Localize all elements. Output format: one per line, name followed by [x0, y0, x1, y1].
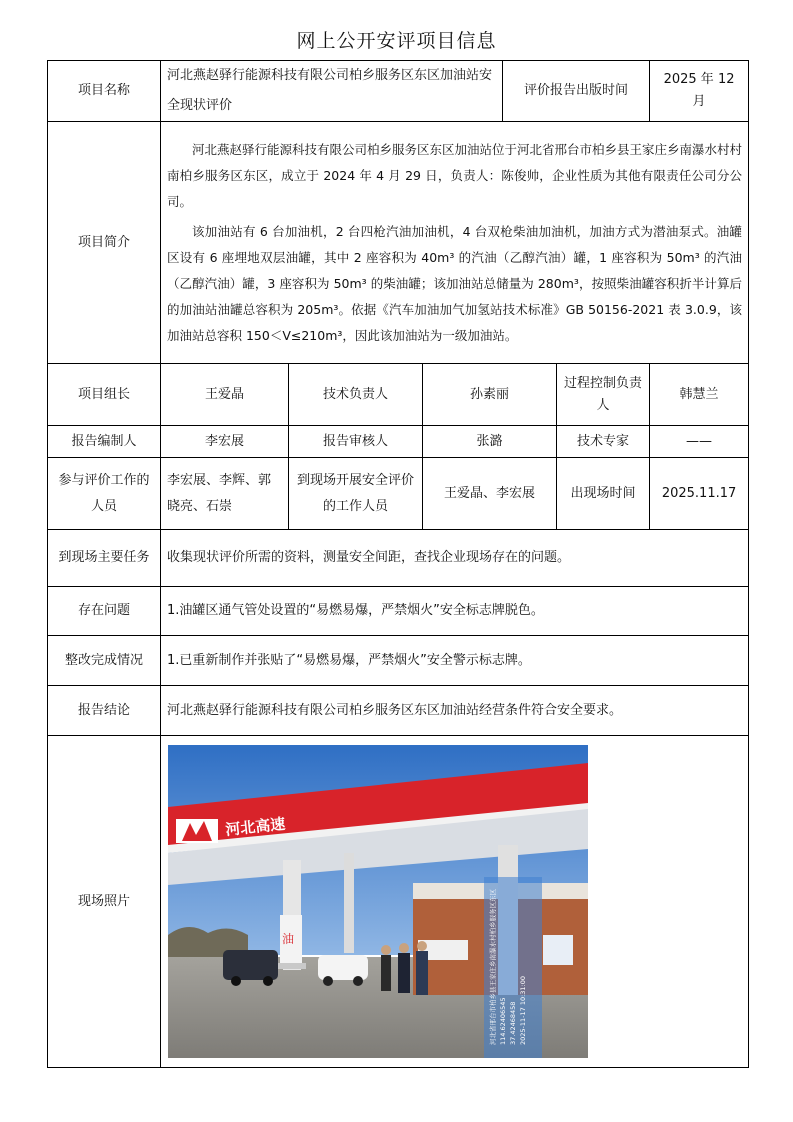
person-2 — [398, 953, 410, 993]
task-label: 到现场主要任务 — [48, 530, 161, 587]
project-intro-text — [161, 122, 749, 364]
editor-label: 报告编制人 — [48, 426, 161, 458]
row-project-name — [48, 61, 749, 122]
conclusion-label: 报告结论 — [48, 686, 161, 736]
project-intro-label: 项目简介 — [48, 122, 161, 364]
editor-value: 李宏展 — [161, 426, 289, 458]
reviewer-value: 张潞 — [423, 426, 557, 458]
report-date-value: 2025 年 12 月 — [650, 61, 749, 122]
site-photo-illustration — [168, 745, 588, 1058]
row-report — [48, 426, 749, 458]
row-photo — [48, 736, 749, 1068]
onsite-time-value: 2025.11.17 — [650, 458, 749, 530]
car-dark-wheel-2 — [263, 976, 273, 986]
watermark-line-2: 114.62406545 — [499, 997, 507, 1045]
participants-label: 参与评价工作的人员 — [48, 458, 161, 530]
task-value: 收集现状评价所需的资料，测量安全间距，查找企业现场存在的问题。 — [161, 530, 749, 587]
onsite-time-label: 出现场时间 — [557, 458, 650, 530]
reviewer-label: 报告审核人 — [289, 426, 423, 458]
fuel-pump-sign: 油 — [282, 932, 295, 946]
issue-value: 1.油罐区通气管处设置的“易燃易爆，严禁烟火”安全标志牌脱色。 — [161, 587, 749, 636]
row-issue — [48, 587, 749, 636]
expert-label: 技术专家 — [557, 426, 650, 458]
person-1 — [381, 955, 391, 991]
canopy-column-2 — [344, 853, 354, 953]
canopy-sign-text: 河北高速 — [224, 814, 287, 839]
onsite-staff-label: 到现场开展安全评价的工作人员 — [289, 458, 423, 530]
photo-label: 现场照片 — [48, 736, 161, 1068]
leader-label: 项目组长 — [48, 364, 161, 426]
row-conclusion — [48, 686, 749, 736]
building-window — [543, 935, 573, 965]
issue-label: 存在问题 — [48, 587, 161, 636]
car-white-wheel-1 — [323, 976, 333, 986]
car-white — [318, 955, 368, 980]
row-team — [48, 364, 749, 426]
page-title: 网上公开安评项目信息 — [296, 30, 497, 52]
expert-value: —— — [650, 426, 749, 458]
person-2-head — [399, 943, 409, 953]
watermark-line-3: 37.42468458 — [509, 1001, 517, 1045]
pump-island — [278, 963, 306, 969]
intro-paragraph-1: 河北燕赵驿行能源科技有限公司柏乡服务区东区加油站位于河北省邢台市柏乡县王家庄乡南瀑水村村南柏乡服务区东区，成立于 2024 年 4 月 29 日，负责人：陈俊帅，企业性质为其他有限责任公司分公司。 — [167, 141, 743, 209]
project-name-value: 河北燕赵驿行能源科技有限公司柏乡服务区东区加油站安全现状评价 — [161, 61, 503, 122]
watermark-line-1: 河北省邢台市柏乡县王家庄乡南瀑水村柏乡服务区东区 — [489, 889, 497, 1045]
car-white-wheel-2 — [353, 976, 363, 986]
row-staff — [48, 458, 749, 530]
car-dark — [223, 950, 278, 980]
project-name-label: 项目名称 — [48, 61, 161, 122]
row-fix — [48, 636, 749, 686]
onsite-staff-value: 王爱晶、李宏展 — [423, 458, 557, 530]
row-task — [48, 530, 749, 587]
tech-lead-label: 技术负责人 — [289, 364, 423, 426]
person-3 — [416, 951, 428, 995]
fix-value: 1.已重新制作并张贴了“易燃易爆，严禁烟火”安全警示标志牌。 — [161, 636, 749, 686]
project-info-table — [47, 60, 749, 1068]
photo-cell — [161, 736, 749, 1068]
fix-label: 整改完成情况 — [48, 636, 161, 686]
report-date-label: 评价报告出版时间 — [503, 61, 650, 122]
participants-value: 李宏展、李辉、郭晓亮、石崇 — [161, 458, 289, 530]
leader-value: 王爱晶 — [161, 364, 289, 426]
car-dark-wheel-1 — [231, 976, 241, 986]
process-lead-label: 过程控制负责人 — [557, 364, 650, 426]
person-3-head — [417, 941, 427, 951]
conclusion-value: 河北燕赵驿行能源科技有限公司柏乡服务区东区加油站经营条件符合安全要求。 — [161, 686, 749, 736]
row-project-intro — [48, 122, 749, 364]
watermark-line-4: 2025-11-17 10:31:00 — [519, 975, 527, 1045]
site-photo — [168, 745, 588, 1058]
person-1-head — [381, 945, 391, 955]
tech-lead-value: 孙素丽 — [423, 364, 557, 426]
intro-paragraph-2: 该加油站有 6 台加油机，2 台四枪汽油加油机，4 台双枪柴油加油机，加油方式为潜油泵式。油罐区设有 6 座埋地双层油罐，其中 2 座容积为 40m³ 的汽油（乙醇汽油）罐，1 座容积为 50m³ 的汽油（乙醇汽油）罐，3 座容积为 50m³ 的柴油罐；该加油站总储量为 280m³，按照柴油罐容积折半计算后的加油站油罐总容积为 205m³。依据《汽车加油加气加氢站技术标准》GB 50156-2021 表 3.0.9，该加油站总容积 150＜V≤210m³，因此该加油站为一级加油站。 — [167, 223, 743, 343]
process-lead-value: 韩慧兰 — [650, 364, 749, 426]
